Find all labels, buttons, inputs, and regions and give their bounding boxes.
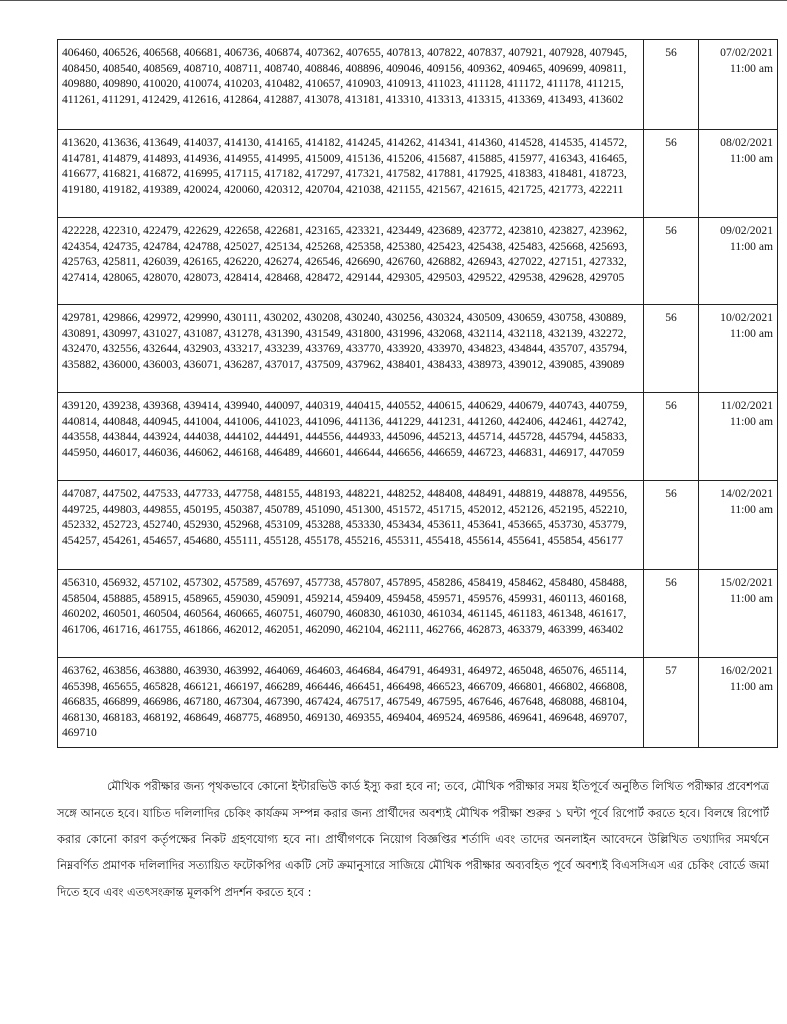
exam-time: 11:00 am	[729, 591, 773, 605]
candidate-count-cell: 56	[644, 481, 699, 570]
exam-date: 07/02/2021	[720, 46, 773, 59]
page-top-border	[0, 0, 787, 1]
roll-numbers-cell: 463762, 463856, 463880, 463930, 463992, 464069, 464603, 464684, 464791, 464931, 464972, 465048, 465076, 465114, 465398, 465655, 465828, 466121, 466197, 466289, 466446, 466451, 466498, 466523, 466709, 466801, 466802, 466808, 466835, 466899, 466986, 467180, 467304, 467390, 467424, 467517, 467549, 467595, 467646, 467648, 468088, 468104, 468130, 468183, 468192, 468649, 468775, 468950, 469130, 469355, 469404, 469524, 469586, 469641, 469648, 469707, 469710	[58, 658, 644, 748]
exam-time: 11:00 am	[729, 502, 773, 516]
table-row	[58, 481, 778, 570]
table-row	[58, 658, 778, 748]
exam-time: 11:00 am	[729, 326, 773, 340]
exam-time: 11:00 am	[729, 414, 773, 428]
viva-schedule-table	[57, 39, 778, 748]
exam-date: 09/02/2021	[720, 224, 773, 237]
candidate-count-cell: 56	[644, 40, 699, 130]
date-time-cell	[699, 305, 778, 393]
candidate-count-cell: 56	[644, 130, 699, 218]
exam-date: 10/02/2021	[720, 311, 773, 324]
exam-date: 08/02/2021	[720, 136, 773, 149]
roll-numbers-cell: 422228, 422310, 422479, 422629, 422658, 422681, 423165, 423321, 423449, 423689, 423772, 423810, 423827, 423962, 424354, 424735, 424784, 424788, 425027, 425134, 425268, 425358, 425380, 425423, 425438, 425483, 425668, 425693, 425763, 425811, 426039, 426165, 426220, 426274, 426546, 426690, 426760, 426882, 426943, 427022, 427151, 427332, 427414, 428065, 428070, 428073, 428414, 428468, 428472, 429144, 429305, 429503, 429522, 429538, 429628, 429705	[58, 218, 644, 305]
roll-numbers-cell: 429781, 429866, 429972, 429990, 430111, 430202, 430208, 430240, 430256, 430324, 430509, 430659, 430758, 430889, 430891, 430997, 431027, 431087, 431278, 431390, 431549, 431800, 431996, 432068, 432114, 432118, 432139, 432272, 432470, 432556, 432644, 432903, 433217, 433239, 433769, 433770, 433920, 433970, 434823, 434844, 435707, 435794, 435882, 436000, 436003, 436071, 436287, 437017, 437509, 437962, 438401, 438433, 438973, 439012, 439085, 439089	[58, 305, 644, 393]
table-row	[58, 218, 778, 305]
date-time-cell	[699, 570, 778, 658]
exam-date: 14/02/2021	[720, 487, 773, 500]
roll-numbers-cell: 413620, 413636, 413649, 414037, 414130, 414165, 414182, 414245, 414262, 414341, 414360, 414528, 414535, 414572, 414781, 414879, 414893, 414936, 414955, 414995, 415009, 415136, 415206, 415687, 415885, 415977, 416343, 416465, 416677, 416821, 416872, 416995, 417115, 417182, 417297, 417321, 417582, 417881, 417925, 418383, 418481, 418723, 419180, 419182, 419389, 420024, 420060, 420312, 420704, 421038, 421155, 421567, 421615, 421725, 421773, 422211	[58, 130, 644, 218]
date-time-cell	[699, 40, 778, 130]
candidate-count-cell: 56	[644, 305, 699, 393]
instructions-paragraph: মৌখিক পরীক্ষার জন্য পৃথকভাবে কোনো ইন্টারভিউ কার্ড ইস্যু করা হবে না; তবে, মৌখিক পরীক্ষার সময় ইতিপূর্বে অনুষ্ঠিত লিখিত পরীক্ষার প্রবেশপত্র সঙ্গে আনতে হবে। যাচিত দলিলাদির চেকিং কার্যক্রম সম্পন্ন করার জন্য প্রার্থীদের অবশ্যই মৌখিক পরীক্ষা শুরুর ১ ঘন্টা পূর্বে রিপোর্ট করতে হবে। বিলম্বে রিপোর্ট করার কোনো কারণ কর্তৃপক্ষের নিকট গ্রহণযোগ্য হবে না। প্রার্থীগণকে নিয়োগ বিজ্ঞপ্তির শর্তাদি এবং তাদের অনলাইন আবেদনে উল্লিখিত তথ্যাদির সমর্থনে নিম্নবর্ণিত প্রমাণক দলিলাদির সত্যায়িত ফটোকপির একটি সেট ক্রমানুসারে সাজিয়ে মৌখিক পরীক্ষার অব্যবহিত পূর্বে অবশ্যই বিএসসিএস এর চেকিং বোর্ডে জমা দিতে হবে এবং এতৎসংক্রান্ত মূলকপি প্রদর্শন করতে হবে :	[57, 779, 769, 899]
exam-time: 11:00 am	[729, 239, 773, 253]
exam-date: 11/02/2021	[720, 399, 773, 412]
date-time-cell	[699, 481, 778, 570]
date-time-cell	[699, 130, 778, 218]
candidate-count-cell: 56	[644, 570, 699, 658]
exam-time: 11:00 am	[729, 61, 773, 75]
table-row	[58, 305, 778, 393]
roll-numbers-cell: 439120, 439238, 439368, 439414, 439940, 440097, 440319, 440415, 440552, 440615, 440629, 440679, 440743, 440759, 440814, 440848, 440945, 441004, 441006, 441023, 441096, 441136, 441229, 441231, 441260, 442406, 442461, 442742, 443558, 443844, 443924, 444038, 444102, 444491, 444556, 444933, 445096, 445213, 445714, 445728, 445794, 445833, 445950, 446017, 446036, 446062, 446168, 446489, 446601, 446644, 446656, 446659, 446723, 446831, 446917, 447059	[58, 393, 644, 481]
table-row	[58, 570, 778, 658]
roll-numbers-cell: 456310, 456932, 457102, 457302, 457589, 457697, 457738, 457807, 457895, 458286, 458419, 458462, 458480, 458488, 458504, 458885, 458915, 458965, 459030, 459091, 459214, 459409, 459458, 459571, 459576, 459931, 460113, 460168, 460202, 460501, 460504, 460564, 460665, 460751, 460790, 460830, 461030, 461034, 461145, 461183, 461348, 461617, 461706, 461716, 461755, 461866, 462012, 462051, 462090, 462104, 462111, 462766, 462873, 463379, 463399, 463402	[58, 570, 644, 658]
date-time-cell	[699, 218, 778, 305]
roll-numbers-cell: 447087, 447502, 447533, 447733, 447758, 448155, 448193, 448221, 448252, 448408, 448491, 448819, 448878, 449556, 449725, 449803, 449855, 450195, 450387, 450789, 451090, 451300, 451572, 451715, 452012, 452126, 452195, 452210, 452332, 452723, 452740, 452930, 452968, 453109, 453288, 453330, 453434, 453611, 453641, 453665, 453730, 453779, 454257, 454261, 454657, 454680, 455111, 455128, 455178, 455216, 455311, 455418, 455614, 455641, 455854, 456177	[58, 481, 644, 570]
table-row	[58, 40, 778, 130]
exam-date: 15/02/2021	[720, 576, 773, 589]
exam-date: 16/02/2021	[720, 664, 773, 677]
date-time-cell	[699, 658, 778, 748]
exam-time: 11:00 am	[729, 679, 773, 693]
candidate-count-cell: 56	[644, 218, 699, 305]
date-time-cell	[699, 393, 778, 481]
candidate-count-cell: 56	[644, 393, 699, 481]
candidate-count-cell: 57	[644, 658, 699, 748]
table-row	[58, 393, 778, 481]
exam-time: 11:00 am	[729, 151, 773, 165]
roll-numbers-cell: 406460, 406526, 406568, 406681, 406736, 406874, 407362, 407655, 407813, 407822, 407837, 407921, 407928, 407945, 408450, 408540, 408569, 408710, 408711, 408740, 408846, 408896, 409046, 409156, 409362, 409465, 409699, 409811, 409880, 409890, 410020, 410074, 410203, 410482, 410657, 410903, 410913, 411023, 411128, 411172, 411178, 411215, 411261, 411291, 412429, 412616, 412864, 412887, 413078, 413181, 413310, 413313, 413315, 413369, 413493, 413602	[58, 40, 644, 130]
table-row	[58, 130, 778, 218]
